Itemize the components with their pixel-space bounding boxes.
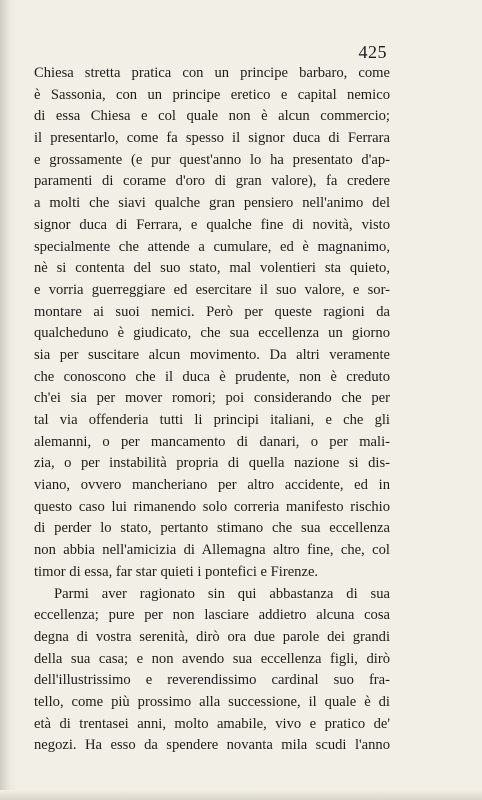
text-line: degna di vostra serenità, dirò ora due parole dei grandi <box>34 628 390 645</box>
text-line: non abbia nell'amicizia di Allemagna altro fine, che, col <box>34 542 390 559</box>
text-line: zia, o per instabilità propria di quella nazione si dis- <box>34 455 390 472</box>
text-line: negozi. Ha esso da spendere novanta mila scudi l'anno <box>34 737 390 754</box>
page-gutter-shadow <box>0 0 16 800</box>
paragraph-start-line: Parmi aver ragionato sin qui abbastanza di sua <box>54 585 390 602</box>
body-text <box>34 63 390 757</box>
text-line: signor duca di Ferrara, e qualche fine di novità, visto <box>34 216 390 233</box>
text-line: qualcheduno è giudicato, che sua eccellenza un giorno <box>34 325 390 342</box>
text-line: età di trentasei anni, molto amabile, vivo e pratico de' <box>34 715 390 732</box>
text-line: alemanni, o per mancamento di danari, o per mali- <box>34 433 390 450</box>
text-line: a molti che siavi qualche gran pensiero nell'animo del <box>34 195 390 212</box>
text-line: sia per suscitare alcun movimento. Da altri veramente <box>34 346 390 363</box>
text-line: il presentarlo, come fa spesso il signor duca di Ferrara <box>34 130 390 147</box>
page-number: 425 <box>358 42 387 62</box>
text-line: che conoscono che il duca è prudente, non è creduto <box>34 368 390 385</box>
text-line: questo caso lui rimanendo solo correria manifesto rischio <box>34 498 390 515</box>
text-line: eccellenza; pure per non lasciare addietro alcuna cosa <box>34 607 390 624</box>
text-line: specialmente che attende a cumulare, ed è magnanimo, <box>34 238 390 255</box>
text-line: nè si contenta del suo stato, mal volentieri sta quieto, <box>34 260 390 277</box>
text-line: di essa Chiesa e col quale non è alcun commercio; <box>34 108 390 125</box>
text-line: Chiesa stretta pratica con un principe barbaro, come <box>34 65 390 81</box>
text-line: viano, ovvero mancheriano per altro accidente, ed in <box>34 477 390 494</box>
text-line: tello, come più prossimo alla successione, il quale è di <box>34 693 390 710</box>
text-line: paramenti di corame d'oro di gran valore), fa credere <box>34 173 390 190</box>
paragraph-end-line: timor di essa, far star quieti i pontefici e Firenze. <box>34 563 319 580</box>
text-line: è Sassonia, con un principe eretico e capital nemico <box>34 86 390 103</box>
text-line: della sua casa; e non avendo sua eccellenza figli, dirò <box>34 650 390 667</box>
text-line: e grossamente (e pur quest'anno lo ha presentato d'ap- <box>34 151 390 168</box>
text-line: montare ai suoi nemici. Però per queste ragioni da <box>34 303 390 320</box>
page-bottom-shadow <box>0 790 482 800</box>
text-line: e vorria guerreggiare ed esercitare il suo valore, e sor- <box>34 281 390 298</box>
text-line: di perder lo stato, pertanto stimano che sua eccellenza <box>34 520 390 537</box>
text-line: dell'illustrissimo e reverendissimo cardinal suo fra- <box>34 672 390 689</box>
text-line: ch'ei sia per mover romori; poi considerando che per <box>34 390 390 407</box>
text-line: tal via offenderia tutti li principi italiani, e che gli <box>34 412 390 428</box>
